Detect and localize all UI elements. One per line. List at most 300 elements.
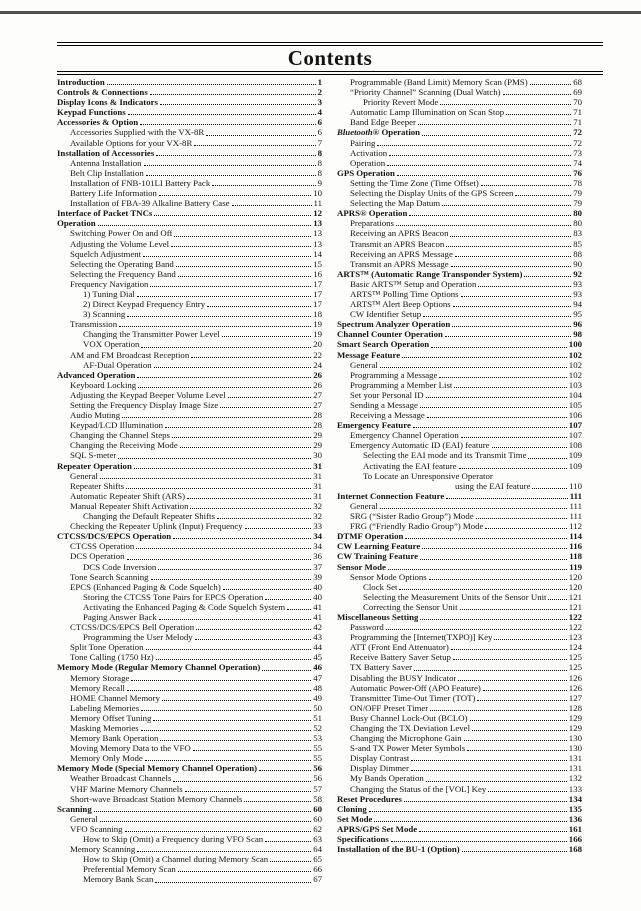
leader-dots — [506, 113, 571, 115]
leader-dots — [386, 628, 567, 630]
page-number: 110 — [569, 480, 582, 491]
toc-entry-label: Belt Clip Installation — [70, 167, 144, 178]
leader-dots — [265, 598, 311, 600]
toc-entry — [57, 642, 322, 652]
toc-entry — [337, 773, 582, 783]
toc-entry — [337, 97, 582, 107]
leader-dots — [411, 759, 566, 761]
leader-dots — [530, 83, 572, 85]
leader-dots — [232, 204, 312, 206]
leader-dots — [426, 780, 567, 782]
toc-entry — [57, 632, 322, 642]
leader-dots — [245, 527, 311, 529]
page-number: 52 — [313, 723, 322, 733]
page-number: 4 — [317, 107, 322, 118]
toc-entry-label: Changing the Receiving Mode — [70, 440, 178, 451]
page-number: 41 — [313, 601, 322, 612]
page-number: 60 — [313, 813, 322, 824]
toc-entry — [337, 632, 582, 642]
toc-entry-label: Available Options for your VX-8R — [70, 137, 193, 148]
toc-entry-label: General — [350, 359, 378, 370]
toc-entry-label: Changing the Microphone Gain — [350, 733, 462, 744]
toc-entry-label: Set Mode — [337, 813, 373, 824]
toc-entry-label: Programming a Message — [350, 369, 438, 380]
page-number: 32 — [313, 511, 322, 522]
toc-entry — [337, 582, 582, 592]
toc-entry-label: Operation — [57, 218, 96, 229]
page-number: 46 — [313, 662, 322, 673]
leader-dots — [185, 790, 312, 792]
leader-dots — [477, 699, 566, 701]
toc-entry-label: DCS Operation — [70, 551, 125, 562]
toc-entry — [57, 824, 322, 834]
leader-dots — [404, 800, 567, 802]
toc-entry-label: Repeater Operation — [57, 460, 132, 471]
leader-dots — [156, 658, 312, 660]
toc-entry-label: ARTS™ Polling Time Options — [350, 288, 459, 299]
leader-dots — [454, 386, 566, 388]
leader-dots — [464, 739, 567, 741]
leader-dots — [150, 285, 311, 287]
page-number: 32 — [313, 500, 322, 511]
toc-entry-label: General — [70, 470, 98, 481]
page-number: 55 — [313, 743, 322, 754]
toc-entry-label: Display Icons & Indicators — [57, 97, 158, 108]
page-number: 92 — [573, 268, 582, 279]
toc-entry — [337, 491, 582, 501]
page-number: 131 — [568, 753, 582, 764]
leader-dots — [532, 487, 567, 489]
page-number: 67 — [313, 874, 322, 885]
leader-dots — [374, 820, 566, 822]
toc-entry — [57, 652, 322, 662]
leader-dots — [141, 729, 312, 731]
toc-entry-label: Memory Recall — [70, 682, 125, 693]
toc-entry — [57, 77, 322, 87]
toc-entry — [337, 521, 582, 531]
toc-entry-label: VHF Marine Memory Channels — [70, 783, 183, 794]
toc-entry-label: Cloning — [337, 803, 367, 814]
page-number: 29 — [313, 430, 322, 441]
leader-dots — [460, 608, 567, 610]
page-number: 107 — [568, 420, 582, 431]
toc-entry-label: Bluetooth® Operation — [337, 127, 421, 138]
toc-entry — [57, 178, 322, 188]
page-number: 33 — [313, 521, 322, 532]
page-number: 79 — [573, 188, 582, 199]
toc-right-column — [337, 77, 582, 885]
leader-dots — [476, 517, 568, 519]
toc-entry-label: DCS Code Inversion — [83, 561, 157, 572]
toc-entry-label: Activating the Enhanced Paging & Code Squelch System — [83, 601, 286, 612]
page-number: 57 — [313, 783, 322, 794]
page-number: 128 — [568, 702, 582, 713]
toc-entry — [337, 430, 582, 440]
toc-entry — [57, 511, 322, 521]
toc-entry — [57, 814, 322, 824]
page-number: 30 — [313, 450, 322, 461]
page-number: 50 — [313, 702, 322, 713]
leader-dots — [187, 497, 311, 499]
toc-entry-label: APRS® Operation — [337, 208, 408, 219]
toc-entry-label: APRS/GPS Set Mode — [337, 823, 418, 834]
page-number: 68 — [573, 77, 582, 87]
page-number: 26 — [313, 379, 322, 390]
toc-entry-label: Specifications — [337, 834, 389, 845]
toc-entry-label: CW Identifier Setup — [350, 309, 422, 320]
toc-entry — [57, 239, 322, 249]
leader-dots — [190, 507, 311, 509]
page-number: 105 — [568, 400, 582, 410]
leader-dots — [160, 103, 316, 105]
leader-dots — [494, 638, 566, 640]
leader-dots — [548, 598, 566, 600]
leader-dots — [405, 537, 567, 539]
page-number: 95 — [573, 309, 582, 320]
page-number: 6 — [317, 127, 322, 138]
page-number: 74 — [573, 157, 582, 168]
leader-dots — [461, 295, 572, 297]
leader-dots — [450, 235, 571, 237]
page-number: 78 — [573, 177, 582, 188]
toc-entry — [57, 117, 322, 127]
toc-entry-label: Advanced Operation — [57, 369, 136, 380]
toc-entry-label: Sending a Message — [350, 400, 418, 410]
page-number: 88 — [573, 248, 582, 259]
toc-entry-label: Programmable (Band Limit) Memory Scan (PMS) — [350, 77, 528, 87]
page-number: 112 — [569, 521, 582, 532]
leader-dots — [160, 739, 311, 741]
toc-entry-label: Keypad/LCD Illumination — [70, 420, 164, 431]
leader-dots — [154, 366, 312, 368]
toc-entry — [57, 107, 322, 117]
leader-dots — [131, 679, 311, 681]
page-number: 124 — [568, 642, 582, 653]
toc-entry-label: Miscellaneous Setting — [337, 611, 419, 622]
toc-entry — [337, 77, 582, 87]
toc-entry-label: Sensor Mode — [337, 561, 386, 572]
toc-entry-label: Emergency Feature — [337, 420, 411, 431]
toc-entry — [337, 693, 582, 703]
page-number: 126 — [568, 672, 582, 683]
leader-dots — [409, 214, 571, 216]
toc-entry-label: DTMF Operation — [337, 531, 404, 542]
toc-entry — [337, 400, 582, 410]
page-number: 48 — [313, 682, 322, 693]
scan-top-edge — [0, 11, 641, 14]
page-number: 126 — [568, 682, 582, 693]
page-number: 31 — [313, 470, 322, 481]
toc-entry — [337, 350, 582, 360]
leader-dots — [446, 497, 567, 499]
leader-dots — [446, 245, 571, 247]
leader-dots — [173, 780, 311, 782]
page-number: 44 — [313, 642, 322, 653]
toc-entry — [337, 592, 582, 602]
toc-entry-label: Tone Calling (1750 Hz) — [70, 652, 154, 663]
toc-entry-label: Priority Revert Mode — [363, 97, 439, 108]
leader-dots — [244, 800, 311, 802]
page-number: 106 — [568, 410, 582, 421]
leader-dots — [262, 669, 311, 671]
toc-entry-label: Keyboard Locking — [70, 379, 137, 390]
leader-dots — [174, 235, 311, 237]
page-number: 1 — [317, 77, 322, 87]
leader-dots — [391, 840, 567, 842]
toc-entry — [57, 743, 322, 753]
toc-entry — [57, 138, 322, 148]
leader-dots — [420, 558, 567, 560]
toc-entry — [57, 148, 322, 158]
page-number: 14 — [313, 248, 322, 259]
toc-entry — [57, 521, 322, 531]
toc-entry — [57, 97, 322, 107]
toc-entry — [337, 117, 582, 127]
page-number: 120 — [568, 581, 582, 592]
column-gap — [322, 77, 337, 885]
leader-dots — [155, 881, 311, 883]
toc-entry — [337, 289, 582, 299]
page-number: 111 — [569, 500, 582, 511]
toc-entry — [57, 491, 322, 501]
leader-dots — [411, 769, 567, 771]
toc-entry — [57, 249, 322, 259]
toc-entry — [57, 864, 322, 874]
page-number: 27 — [313, 389, 322, 400]
page-number: 72 — [573, 137, 582, 148]
page-number: 31 — [313, 490, 322, 501]
leader-dots — [452, 325, 571, 327]
toc-entry — [337, 410, 582, 420]
leader-dots — [420, 618, 566, 620]
toc-entry-label: Antenna Installation — [70, 157, 142, 168]
toc-entry-label: CTCSS/DCS/EPCS Bell Operation — [70, 622, 195, 633]
page-number: 24 — [313, 359, 322, 370]
toc-entry-label: Frequency Navigation — [70, 278, 149, 289]
leader-dots — [159, 618, 311, 620]
leader-dots — [399, 588, 566, 590]
toc-entry-label: Controls & Connections — [57, 87, 148, 98]
toc-entry — [57, 158, 322, 168]
leader-dots — [141, 346, 311, 348]
leader-dots — [127, 558, 312, 560]
toc-entry — [337, 269, 582, 279]
page-number: 80 — [573, 218, 582, 229]
page-number: 73 — [573, 147, 582, 158]
toc-entry — [337, 562, 582, 572]
page-number: 8 — [317, 147, 322, 158]
toc-entry-label: Changing the TX Deviation Level — [350, 723, 471, 733]
toc-entry-label: Spectrum Analyzer Operation — [337, 319, 451, 330]
toc-entry — [337, 249, 582, 259]
leader-dots — [419, 830, 567, 832]
page-number: 34 — [313, 541, 322, 552]
toc-entry — [57, 834, 322, 844]
page-number: 11 — [313, 198, 322, 209]
page-number: 8 — [317, 157, 322, 168]
toc-entry — [57, 763, 322, 773]
toc-entry — [337, 329, 582, 339]
toc-entry-label: Memory Mode (Regular Memory Channel Operation) — [57, 662, 261, 673]
page-number: 37 — [313, 561, 322, 572]
page-number: 58 — [313, 793, 322, 804]
toc-entry-label: Scanning — [57, 803, 92, 814]
toc-entry-label: Programming a Member List — [350, 379, 453, 390]
page-number: 17 — [313, 278, 322, 289]
leader-dots — [196, 628, 311, 630]
toc-entry — [337, 572, 582, 582]
page-number: 108 — [568, 440, 582, 451]
page-number: 121 — [568, 591, 582, 602]
toc-entry-label: Memory Offset Tuning — [70, 712, 152, 723]
toc-entry — [337, 662, 582, 672]
toc-entry-label: VOX Operation — [83, 339, 140, 350]
toc-entry — [337, 642, 582, 652]
toc-entry — [57, 622, 322, 632]
toc-entry — [337, 824, 582, 834]
toc-entry — [337, 844, 582, 854]
page-number: 129 — [568, 712, 582, 723]
leader-dots — [153, 719, 311, 721]
toc-entry-label: Paging Answer Back — [83, 611, 157, 622]
toc-entry-label: Accessories Supplied with the VX-8R — [70, 127, 205, 138]
leader-dots — [128, 113, 316, 115]
leader-dots — [136, 547, 311, 549]
leader-dots — [426, 396, 567, 398]
toc-entry-label: Installation of FNB-101LI Battery Pack — [70, 177, 211, 188]
toc-entry — [337, 228, 582, 238]
toc-entry — [337, 743, 582, 753]
page-number: 136 — [568, 813, 582, 824]
toc-entry-label: Message Feature — [337, 349, 401, 360]
leader-dots — [100, 820, 311, 822]
toc-entry-label: FRG (“Friendly Radio Group”) Mode — [350, 521, 484, 532]
page-number: 27 — [313, 400, 322, 410]
toc-entry-label: Manual Repeater Shift Activation — [70, 500, 189, 511]
toc-entry — [57, 592, 322, 602]
leader-dots — [453, 658, 567, 660]
page-number: 43 — [313, 632, 322, 643]
toc-entry — [57, 612, 322, 622]
leader-dots — [439, 376, 566, 378]
page-number: 122 — [568, 622, 582, 633]
page-number: 55 — [313, 753, 322, 764]
toc-entry — [57, 360, 322, 370]
toc-entry — [57, 319, 322, 329]
page-number: 125 — [568, 652, 582, 663]
leader-dots — [397, 174, 571, 176]
toc-entry-label: AF-Dual Operation — [83, 359, 152, 370]
page-number: 120 — [568, 571, 582, 582]
page-number: 19 — [313, 329, 322, 340]
leader-dots — [212, 184, 315, 186]
leader-dots — [206, 134, 315, 136]
leader-dots — [442, 204, 571, 206]
toc-entry-label: Interface of Packet TNCs — [57, 208, 153, 219]
page-number: 31 — [313, 460, 322, 471]
toc-entry — [337, 471, 582, 481]
leader-dots — [126, 487, 311, 489]
toc-entry-label: Labeling Memories — [70, 702, 140, 713]
toc-entry-label: Selecting the EAI mode and its Transmit Time — [363, 450, 527, 461]
page-number: 100 — [568, 339, 582, 350]
toc-entry-label: General — [70, 813, 98, 824]
toc-entry-label: Smart Search Operation — [337, 339, 430, 350]
leader-dots — [287, 608, 311, 610]
leader-dots — [122, 416, 311, 418]
page-number: 85 — [573, 238, 582, 249]
toc-entry — [57, 259, 322, 269]
page-number: 13 — [313, 238, 322, 249]
page-number: 66 — [313, 864, 322, 875]
toc-entry-label: HOME Channel Memory — [70, 692, 160, 703]
page-number: 28 — [313, 420, 322, 431]
page-number: 127 — [568, 692, 582, 703]
toc-entry-label: CTCSS/DCS/EPCS Operation — [57, 531, 172, 542]
leader-dots — [220, 406, 311, 408]
page-number: 41 — [313, 611, 322, 622]
toc-entry — [337, 208, 582, 218]
toc-entry-label: Memory Storage — [70, 672, 130, 683]
toc-entry — [57, 662, 322, 672]
toc-entry-label: Selecting the Frequency Band — [70, 268, 176, 279]
toc-entry-label: Masking Memories — [70, 723, 139, 733]
toc-entry — [57, 562, 322, 572]
toc-entry — [337, 339, 582, 349]
page-number: 51 — [313, 712, 322, 723]
toc-entry-label: Preferential Memory Scan — [83, 864, 176, 875]
toc-entry — [337, 450, 582, 460]
page-number: 40 — [313, 581, 322, 592]
toc-entry-label: 2) Direct Keypad Frequency Entry — [83, 299, 206, 310]
page-number: 121 — [568, 601, 582, 612]
leader-dots — [503, 93, 572, 95]
page-number: 12 — [313, 208, 322, 219]
leader-dots — [431, 346, 567, 348]
toc-entry-label: Busy Channel Lock-Out (BCLO) — [350, 712, 468, 723]
toc-entry-label: Reset Procedures — [337, 793, 402, 804]
toc-columns — [57, 77, 603, 885]
leader-dots — [146, 648, 312, 650]
toc-entry-label: Battery Life Information — [70, 188, 157, 199]
toc-entry-label: Installation of FBA-39 Alkaline Battery Case — [70, 198, 230, 209]
leader-dots — [515, 194, 571, 196]
toc-entry-label: Password — [350, 622, 384, 633]
page-number: 3 — [317, 97, 322, 108]
toc-entry-label: SQL S-meter — [70, 450, 117, 461]
page-number: 94 — [573, 299, 582, 310]
toc-entry — [57, 713, 322, 723]
toc-entry-label: Introduction — [57, 77, 105, 87]
page-number: 133 — [568, 783, 582, 794]
leader-dots — [180, 446, 311, 448]
toc-entry-label: Changing the Transmitter Power Level — [83, 329, 220, 340]
page-number: 83 — [573, 228, 582, 239]
toc-entry — [57, 87, 322, 97]
leader-dots — [377, 144, 571, 146]
page-number: 19 — [313, 319, 322, 330]
leader-dots — [223, 588, 311, 590]
page-number: 31 — [313, 480, 322, 491]
toc-entry-label: Preparations — [350, 218, 394, 229]
page-number: 166 — [568, 834, 582, 845]
page-number: 114 — [569, 531, 582, 542]
toc-entry — [57, 683, 322, 693]
toc-entry-label: Band Edge Beeper — [350, 117, 416, 128]
page-number: 64 — [313, 844, 322, 855]
leader-dots — [127, 689, 311, 691]
page-number: 102 — [568, 359, 582, 370]
